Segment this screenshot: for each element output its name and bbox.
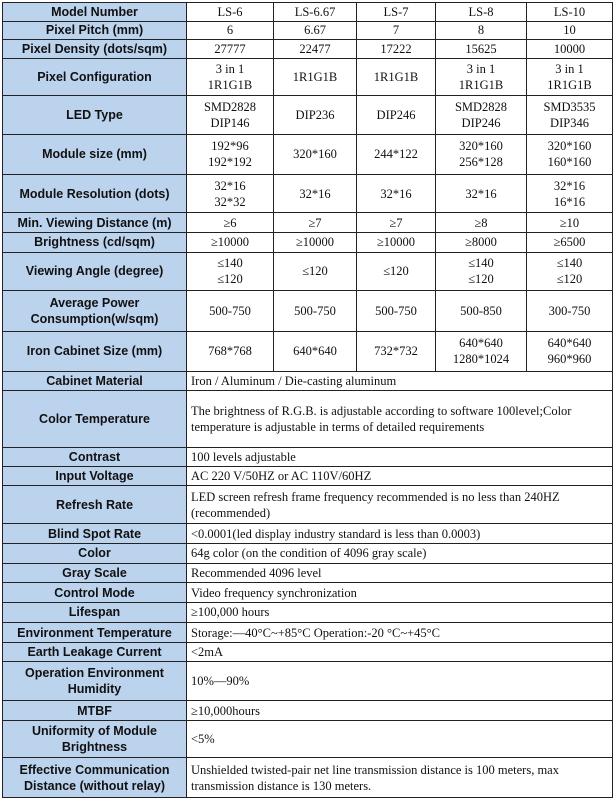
spec-value-line: 500-750 [209, 303, 251, 318]
spec-value-line: 320*160 [459, 139, 503, 154]
spec-value-ls-6-67 [274, 21, 357, 40]
spec-label: Pixel Configuration [3, 58, 187, 95]
spec-value-ls-7 [357, 291, 436, 331]
spec-value-ls-6-67 [274, 175, 357, 213]
spec-value-line: 640*640 [293, 344, 337, 359]
spec-label: Cabinet Material [3, 371, 187, 390]
spec-value-ls-7 [357, 96, 436, 134]
spec-value-line: LS-6.67 [294, 4, 336, 19]
spec-value-ls-6-67 [274, 134, 357, 174]
spec-value-line: 320*160 [293, 147, 337, 162]
spec-table-body [3, 3, 613, 798]
spec-value-ls-7 [357, 58, 436, 95]
spec-common-value: Recommended 4096 level [187, 563, 613, 583]
spec-value-ls-10 [527, 175, 613, 213]
spec-common-value: Video frequency synchronization [187, 583, 613, 603]
spec-value-ls-8 [436, 3, 527, 22]
spec-row-pixel-configuration [3, 58, 613, 95]
spec-value-ls-6 [187, 175, 274, 213]
spec-value-line: 10 [563, 23, 576, 38]
spec-value-line: LS-6 [217, 4, 243, 19]
spec-value-ls-10 [527, 21, 613, 40]
spec-label: Model Number [3, 3, 187, 22]
spec-value-ls-8 [436, 331, 527, 371]
spec-label: Average Power Consumption(w/sqm) [3, 291, 187, 331]
spec-value-line: DIP146 [210, 115, 250, 130]
spec-value-line: 32*16 [380, 186, 412, 201]
spec-value-line: ≥6 [223, 215, 237, 230]
spec-row-iron-cabinet-size-mm [3, 331, 613, 371]
spec-value-line: 16*16 [553, 194, 586, 209]
spec-value-line: 300-750 [548, 303, 591, 318]
spec-value-line: ≤140 [468, 256, 494, 271]
spec-value-line: 1R1G1B [207, 78, 253, 93]
spec-value-ls-8 [436, 233, 527, 253]
spec-label: Pixel Density (dots/sqm) [3, 40, 187, 59]
spec-value-line: SMD2828 [203, 99, 257, 114]
spec-value-line: ≤120 [556, 272, 583, 287]
spec-value-ls-6 [187, 252, 274, 290]
spec-value-ls-7 [357, 134, 436, 174]
spec-value-line: ≥10000 [210, 235, 250, 250]
spec-value-ls-8 [436, 213, 527, 233]
spec-table [2, 2, 613, 798]
spec-row-module-resolution-dots [3, 175, 613, 213]
spec-common-value: LED screen refresh frame frequency recommended is no less than 240HZ (recommended) [187, 485, 613, 523]
spec-row-earth-leakage-current [3, 643, 613, 662]
spec-label: Operation Environment Humidity [3, 662, 187, 701]
spec-label: Viewing Angle (degree) [3, 252, 187, 290]
spec-value-line: 22477 [299, 42, 331, 57]
spec-row-model-number [3, 3, 613, 22]
spec-value-ls-6-67 [274, 291, 357, 331]
spec-value-line: 960*960 [547, 352, 592, 367]
spec-row-cabinet-material [3, 371, 613, 390]
spec-label: Environment Temperature [3, 622, 187, 643]
spec-row-refresh-rate [3, 485, 613, 523]
spec-value-line: 192*192 [208, 155, 252, 170]
spec-label: Blind Spot Rate [3, 524, 187, 544]
spec-value-line: SMD3535 [543, 99, 596, 114]
spec-value-ls-7 [357, 21, 436, 40]
spec-value-line: DIP246 [376, 107, 416, 122]
spec-value-ls-6-67 [274, 252, 357, 290]
spec-value-line: 32*16 [299, 186, 331, 201]
spec-value-ls-6 [187, 134, 274, 174]
spec-common-value: 100 levels adjustable [187, 447, 613, 467]
spec-value-ls-8 [436, 252, 527, 290]
spec-value-line: ≤120 [383, 264, 409, 279]
spec-common-value: 10%—90% [187, 662, 613, 701]
spec-value-ls-7 [357, 175, 436, 213]
spec-value-ls-6 [187, 233, 274, 253]
spec-value-line: ≥6500 [553, 235, 586, 250]
spec-value-ls-6 [187, 213, 274, 233]
spec-value-ls-6 [187, 40, 274, 59]
spec-value-ls-8 [436, 175, 527, 213]
spec-value-line: 640*640 [547, 336, 592, 351]
spec-value-ls-8 [436, 58, 527, 95]
spec-value-ls-7 [357, 331, 436, 371]
spec-value-ls-7 [357, 252, 436, 290]
spec-label: Earth Leakage Current [3, 643, 187, 662]
spec-value-line: 3 in 1 [215, 62, 245, 77]
spec-value-line: 1R1G1B [292, 70, 338, 85]
spec-value-ls-10 [527, 40, 613, 59]
spec-value-line: SMD2828 [454, 99, 508, 114]
spec-value-ls-7 [357, 3, 436, 22]
spec-label: Refresh Rate [3, 485, 187, 523]
spec-row-gray-scale [3, 563, 613, 583]
spec-value-ls-6 [187, 3, 274, 22]
spec-value-line: LS-10 [553, 4, 586, 19]
spec-value-line: 192*96 [211, 139, 249, 154]
spec-row-environment-temperature [3, 622, 613, 643]
spec-common-value: Iron / Aluminum / Die-casting aluminum [187, 371, 613, 390]
spec-value-line: 17222 [380, 42, 412, 57]
spec-value-line: ≤120 [468, 272, 494, 287]
spec-common-value: ≥100,000 hours [187, 603, 613, 623]
spec-value-line: DIP346 [550, 115, 589, 130]
spec-label: LED Type [3, 96, 187, 134]
spec-row-mtbf [3, 701, 613, 721]
spec-value-ls-6 [187, 21, 274, 40]
spec-value-ls-10 [527, 291, 613, 331]
spec-value-line: 500-850 [460, 303, 502, 318]
spec-row-control-mode [3, 583, 613, 603]
spec-row-contrast [3, 447, 613, 467]
spec-value-line: 6.67 [304, 23, 326, 38]
spec-value-ls-7 [357, 40, 436, 59]
spec-label: Module Resolution (dots) [3, 175, 187, 213]
spec-value-line: ≥10000 [376, 235, 416, 250]
spec-value-line: 1R1G1B [373, 70, 419, 85]
spec-value-ls-8 [436, 96, 527, 134]
spec-common-value: The brightness of R.G.B. is adjustable according to software 100level;Color temperature is adjustable in terms of detailed requirements [187, 390, 613, 447]
spec-common-value: Unshielded twisted-pair net line transmission distance is 100 meters, max transmission distance is 130 meters. [187, 758, 613, 798]
spec-value-line: 768*768 [208, 344, 252, 359]
spec-value-line: 1R1G1B [547, 78, 592, 93]
spec-row-module-size-mm [3, 134, 613, 174]
spec-value-line: 15625 [465, 42, 497, 57]
spec-value-line: 732*732 [374, 344, 418, 359]
spec-value-line: ≤140 [556, 256, 583, 271]
spec-value-line: 32*32 [214, 194, 246, 209]
spec-value-ls-8 [436, 134, 527, 174]
spec-value-ls-6-67 [274, 96, 357, 134]
spec-label: Color [3, 543, 187, 563]
spec-value-ls-6-67 [274, 331, 357, 371]
spec-value-line: ≥7 [308, 215, 322, 230]
spec-value-ls-6 [187, 58, 274, 95]
spec-common-value: Storage:—40°C~+85°C Operation:-20 °C~+45°C [187, 622, 613, 643]
spec-value-line: 8 [477, 23, 485, 38]
spec-label: Min. Viewing Distance (m) [3, 213, 187, 233]
spec-common-value: ≥10,000hours [187, 701, 613, 721]
spec-value-ls-6-67 [274, 233, 357, 253]
spec-row-color-temperature [3, 390, 613, 447]
spec-label: Contrast [3, 447, 187, 467]
spec-value-line: 32*16 [553, 178, 586, 193]
spec-label: Brightness (cd/sqm) [3, 233, 187, 253]
spec-value-line: ≥8 [474, 215, 488, 230]
spec-label: Effective Communication Distance (without relay) [3, 758, 187, 798]
spec-value-line: ≤120 [217, 272, 243, 287]
spec-label: Uniformity of Module Brightness [3, 721, 187, 758]
spec-label: MTBF [3, 701, 187, 721]
spec-common-value: <0.0001(led display industry standard is less than 0.0003) [187, 524, 613, 544]
spec-value-ls-10 [527, 252, 613, 290]
spec-row-pixel-density-dots-sqm [3, 40, 613, 59]
spec-row-input-voltage [3, 467, 613, 486]
spec-row-operation-environment-humidity [3, 662, 613, 701]
spec-value-line: 500-750 [375, 303, 417, 318]
spec-value-ls-10 [527, 3, 613, 22]
spec-value-ls-6-67 [274, 3, 357, 22]
spec-row-uniformity-of-module-brightness [3, 721, 613, 758]
spec-label: Color Temperature [3, 390, 187, 447]
spec-value-ls-8 [436, 21, 527, 40]
spec-value-ls-6-67 [274, 40, 357, 59]
spec-label: Pixel Pitch (mm) [3, 21, 187, 40]
spec-row-color [3, 543, 613, 563]
spec-common-value: 64g color (on the condition of 4096 gray scale) [187, 543, 613, 563]
spec-value-line: 10000 [553, 42, 586, 57]
spec-value-ls-10 [527, 233, 613, 253]
spec-common-value: AC 220 V/50HZ or AC 110V/60HZ [187, 467, 613, 486]
spec-value-ls-7 [357, 213, 436, 233]
spec-value-line: ≥10 [559, 215, 580, 230]
spec-value-line: ≤120 [302, 264, 328, 279]
spec-value-line: 500-750 [294, 303, 336, 318]
spec-value-ls-10 [527, 134, 613, 174]
spec-value-ls-6 [187, 331, 274, 371]
spec-value-line: 27777 [214, 42, 246, 57]
spec-value-ls-6 [187, 291, 274, 331]
spec-value-ls-8 [436, 291, 527, 331]
spec-label: Lifespan [3, 603, 187, 623]
spec-value-line: 256*128 [459, 155, 503, 170]
spec-row-brightness-cd-sqm [3, 233, 613, 253]
spec-value-line: ≥8000 [465, 235, 497, 250]
spec-value-line: ≤140 [217, 256, 243, 271]
spec-value-ls-10 [527, 331, 613, 371]
spec-label: Iron Cabinet Size (mm) [3, 331, 187, 371]
spec-value-line: ≥10000 [295, 235, 335, 250]
spec-value-line: 3 in 1 [555, 62, 584, 77]
spec-value-ls-6 [187, 96, 274, 134]
spec-value-line: 7 [392, 23, 400, 38]
spec-row-effective-communication-distance-without-relay [3, 758, 613, 798]
spec-value-line: DIP246 [461, 115, 501, 130]
spec-value-line: 640*640 [459, 336, 503, 351]
spec-value-ls-8 [436, 40, 527, 59]
spec-row-average-power-consumption-w-sqm [3, 291, 613, 331]
spec-value-ls-6-67 [274, 213, 357, 233]
spec-label: Input Voltage [3, 467, 187, 486]
spec-value-line: LS-7 [383, 4, 409, 19]
spec-row-pixel-pitch-mm [3, 21, 613, 40]
spec-value-ls-10 [527, 213, 613, 233]
spec-value-line: 320*160 [547, 139, 592, 154]
spec-label: Control Mode [3, 583, 187, 603]
spec-label: Gray Scale [3, 563, 187, 583]
spec-value-line: 1280*1024 [452, 352, 510, 367]
spec-value-ls-10 [527, 96, 613, 134]
spec-value-line: ≥7 [389, 215, 403, 230]
spec-value-line: 3 in 1 [466, 62, 496, 77]
spec-value-line: DIP236 [295, 107, 335, 122]
spec-value-line: 6 [226, 23, 234, 38]
spec-row-blind-spot-rate [3, 524, 613, 544]
spec-row-viewing-angle-degree [3, 252, 613, 290]
spec-value-line: 160*160 [547, 155, 592, 170]
spec-common-value: <5% [187, 721, 613, 758]
spec-value-line: LS-8 [468, 4, 494, 19]
spec-label: Module size (mm) [3, 134, 187, 174]
spec-value-ls-6-67 [274, 58, 357, 95]
spec-row-led-type [3, 96, 613, 134]
spec-row-min-viewing-distance-m [3, 213, 613, 233]
spec-value-line: 32*16 [465, 186, 497, 201]
spec-value-ls-10 [527, 58, 613, 95]
spec-row-lifespan [3, 603, 613, 623]
spec-value-line: 1R1G1B [458, 78, 504, 93]
spec-value-line: 244*122 [374, 147, 418, 162]
spec-value-line: 32*16 [214, 178, 246, 193]
spec-value-ls-7 [357, 233, 436, 253]
spec-common-value: <2mA [187, 643, 613, 662]
